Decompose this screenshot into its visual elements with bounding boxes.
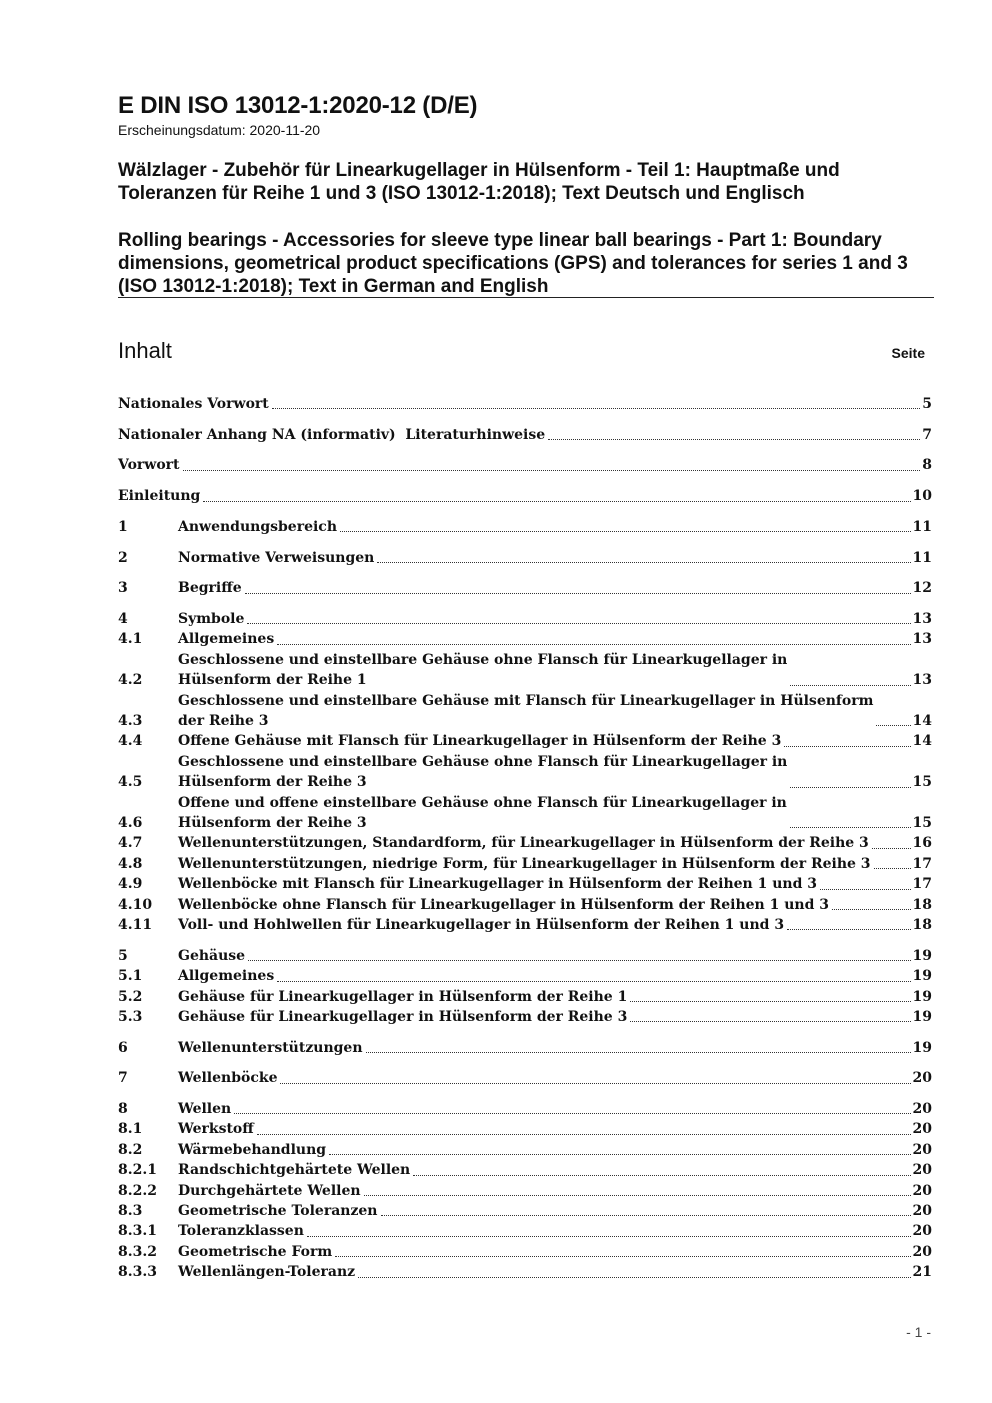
toc-dot-leader xyxy=(203,501,910,502)
toc-entry-title: Gehäuse xyxy=(178,947,246,964)
toc-entry-page: 21 xyxy=(912,1264,932,1281)
toc-entry-number: 8.3 xyxy=(118,1203,143,1220)
toc-entry-number: 4.10 xyxy=(118,896,153,913)
toc-entry-page: 13 xyxy=(912,631,932,648)
toc-entry[interactable] xyxy=(118,517,932,537)
toc-entry-number: 8.2.1 xyxy=(118,1162,157,1179)
toc-entry-page: 10 xyxy=(912,488,932,505)
toc-entry-page: 13 xyxy=(912,672,932,689)
toc-entry-page: 19 xyxy=(912,1039,932,1056)
toc-entry-number: 8.3.3 xyxy=(118,1264,157,1281)
toc-entry-page: 11 xyxy=(912,518,932,535)
toc-dot-leader xyxy=(630,1021,910,1022)
toc-entry-page: 18 xyxy=(912,896,932,913)
toc-entry-title: Geschlossene und einstellbare Gehäuse ohne Flansch für Linearkugellager in Hülsenform der Reihe 1 xyxy=(178,651,788,689)
toc-entry[interactable] xyxy=(118,455,932,475)
toc-heading: Inhalt xyxy=(118,338,172,363)
toc-entry[interactable] xyxy=(118,1099,932,1119)
toc-entry-page: 20 xyxy=(912,1203,932,1220)
toc-entry-number: 4.8 xyxy=(118,855,143,872)
toc-entry-title: Nationaler Anhang NA (informativ) Literaturhinweise xyxy=(118,426,546,443)
toc-dot-leader xyxy=(366,1052,911,1053)
toc-entry[interactable] xyxy=(118,895,932,915)
title-english: Rolling bearings - Accessories for sleeve type linear ball bearings - Part 1: Boundary dimensions, geometrical product specifications (GPS) and tolerances for series 1 and 3 (ISO 13012-1:2018); Text in German and English xyxy=(118,230,908,297)
toc-entry[interactable] xyxy=(118,691,932,732)
toc-entry[interactable] xyxy=(118,548,932,568)
toc-entry[interactable] xyxy=(118,425,932,445)
toc-entry[interactable] xyxy=(118,650,932,691)
toc-dot-leader xyxy=(790,827,911,828)
toc-entry-title: Wärmebehandlung xyxy=(178,1141,327,1158)
toc-entry-title: Geschlossene und einstellbare Gehäuse mit Flansch für Linearkugellager in Hülsenform der Reihe 3 xyxy=(178,692,874,729)
toc-entry[interactable] xyxy=(118,1242,932,1262)
toc-entry[interactable] xyxy=(118,874,932,894)
toc-entry-number: 8.3.1 xyxy=(118,1223,157,1240)
toc-entry-number: 6 xyxy=(118,1039,128,1056)
toc-dot-leader xyxy=(787,929,910,930)
toc-entry-title: Einleitung xyxy=(118,488,201,505)
toc-entry-title: Geometrische Form xyxy=(178,1243,333,1260)
toc-dot-leader xyxy=(377,562,910,563)
toc-dot-leader xyxy=(790,787,910,788)
toc-entry[interactable] xyxy=(118,966,932,986)
toc-entry-number: 7 xyxy=(118,1070,128,1087)
toc-dot-leader xyxy=(277,644,910,645)
toc-entry-title: Allgemeines xyxy=(178,631,275,648)
toc-entry-title: Offene und offene einstellbare Gehäuse ohne Flansch für Linearkugellager in Hülsenform der Reihe 3 xyxy=(178,794,787,831)
toc-entry-title: Allgemeines xyxy=(178,968,275,985)
toc-entry-page: 14 xyxy=(912,712,932,729)
toc-entry[interactable] xyxy=(118,731,932,751)
toc-entry-title: Geschlossene und einstellbare Gehäuse ohne Flansch für Linearkugellager in Hülsenform der Reihe 3 xyxy=(178,753,788,791)
toc-entry-page: 19 xyxy=(912,988,932,1005)
toc-entry[interactable] xyxy=(118,394,932,414)
toc-entry-page: 14 xyxy=(912,733,932,750)
toc-entry-page: 20 xyxy=(912,1141,932,1158)
title-german: Wälzlager - Zubehör für Linearkugellager in Hülsenform - Teil 1: Hauptmaße und Toleranzen für Reihe 1 und 3 (ISO 13012-1:2018); Text Deutsch und Englisch xyxy=(118,160,840,204)
toc-entry-title: Wellenlängen-Toleranz xyxy=(178,1264,356,1281)
toc-dot-leader xyxy=(257,1134,911,1135)
toc-entry-page: 20 xyxy=(912,1223,932,1240)
toc-entry-page: 17 xyxy=(912,876,932,893)
toc-entry[interactable] xyxy=(118,1140,932,1160)
toc-entry[interactable] xyxy=(118,1160,932,1180)
toc-entry[interactable] xyxy=(118,793,932,834)
toc-entry-title: Wellenunterstützungen xyxy=(178,1039,363,1056)
toc-entry[interactable] xyxy=(118,629,932,649)
toc-entry-page: 12 xyxy=(912,580,932,597)
title-divider xyxy=(118,297,934,298)
toc-entry-page: 5 xyxy=(922,396,932,412)
toc-entry[interactable] xyxy=(118,1119,932,1139)
toc-entry-title: Wellen xyxy=(178,1101,232,1118)
toc-dot-leader xyxy=(364,1195,911,1196)
toc-entry-number: 4.6 xyxy=(118,814,143,831)
toc-entry-title: Wellenböcke xyxy=(178,1070,278,1087)
toc-dot-leader xyxy=(790,685,910,686)
toc-entry-title: Symbole xyxy=(178,610,245,627)
toc-entry-title: Wellenunterstützungen, niedrige Form, für Linearkugellager in Hülsenform der Reihe 3 xyxy=(178,855,871,872)
toc-dot-leader xyxy=(381,1215,911,1216)
toc-entry[interactable] xyxy=(118,1007,932,1027)
toc-entry-number: 4.9 xyxy=(118,876,143,893)
toc-entry-title: Gehäuse für Linearkugellager in Hülsenform der Reihe 3 xyxy=(178,1008,628,1025)
toc-entry-page: 7 xyxy=(922,426,932,443)
toc-dot-leader xyxy=(548,439,920,440)
toc-entry-number: 4.4 xyxy=(118,733,143,750)
toc-entry-title: Vorwort xyxy=(118,457,180,474)
toc-entry[interactable] xyxy=(118,578,932,598)
toc-entry-number: 5.2 xyxy=(118,988,143,1005)
toc-entry-number: 4 xyxy=(118,610,128,627)
toc-entry-title: Randschichtgehärtete Wellen xyxy=(178,1162,411,1179)
toc-dot-leader xyxy=(234,1113,910,1114)
toc-dot-leader xyxy=(358,1277,910,1278)
toc-entry-number: 5.1 xyxy=(118,968,143,985)
toc-entry-title: Offene Gehäuse mit Flansch für Linearkugellager in Hülsenform der Reihe 3 xyxy=(178,733,782,750)
table-of-contents xyxy=(118,394,932,1283)
toc-entry-number: 5 xyxy=(118,947,128,964)
toc-entry-page: 19 xyxy=(912,947,932,964)
toc-entry[interactable] xyxy=(118,987,932,1007)
toc-entry-title: Wellenböcke mit Flansch für Linearkugellager in Hülsenform der Reihen 1 und 3 xyxy=(178,876,817,893)
toc-dot-leader xyxy=(630,1001,910,1002)
toc-dot-leader xyxy=(784,746,910,747)
toc-entry-number: 1 xyxy=(118,518,128,535)
toc-dot-leader xyxy=(245,593,911,594)
toc-entry[interactable] xyxy=(118,1262,932,1282)
toc-entry-title: Gehäuse für Linearkugellager in Hülsenform der Reihe 1 xyxy=(178,988,628,1005)
toc-entry[interactable] xyxy=(118,854,932,874)
toc-entry[interactable] xyxy=(118,1181,932,1201)
toc-entry[interactable] xyxy=(118,1221,932,1241)
toc-entry-title: Wellenunterstützungen, Standardform, für Linearkugellager in Hülsenform der Reihe 3 xyxy=(178,835,869,852)
toc-entry-number: 4.5 xyxy=(118,774,143,791)
toc-dot-leader xyxy=(247,623,910,624)
document-number: E DIN ISO 13012-1:2020-12 (D/E) xyxy=(118,92,478,119)
toc-entry-title: Durchgehärtete Wellen xyxy=(178,1182,361,1199)
toc-entry-page: 19 xyxy=(912,1008,932,1025)
toc-entry-page: 18 xyxy=(912,917,932,934)
toc-entry-page: 20 xyxy=(912,1182,932,1199)
toc-entry-title: Geometrische Toleranzen xyxy=(178,1203,378,1220)
toc-entry-title: Nationales Vorwort xyxy=(118,396,269,412)
toc-entry-number: 4.11 xyxy=(118,917,153,934)
toc-dot-leader xyxy=(872,848,911,849)
release-date: Erscheinungsdatum: 2020-11-20 xyxy=(118,122,321,138)
toc-entry-page: 20 xyxy=(912,1070,932,1087)
toc-entry-page: 20 xyxy=(912,1121,932,1138)
toc-dot-leader xyxy=(307,1236,911,1237)
toc-entry-title: Wellenböcke ohne Flansch für Linearkugellager in Hülsenform der Reihen 1 und 3 xyxy=(178,896,829,913)
toc-dot-leader xyxy=(874,868,911,869)
toc-dot-leader xyxy=(277,981,910,982)
toc-entry-page: 17 xyxy=(912,855,932,872)
toc-entry-number: 8 xyxy=(118,1101,128,1118)
toc-dot-leader xyxy=(335,1256,910,1257)
toc-dot-leader xyxy=(820,889,911,890)
toc-entry-title: Normative Verweisungen xyxy=(178,549,375,566)
toc-entry-page: 15 xyxy=(912,814,932,831)
toc-entry[interactable] xyxy=(118,1038,932,1058)
toc-entry-number: 4.3 xyxy=(118,712,143,729)
toc-entry[interactable] xyxy=(118,752,932,793)
toc-entry[interactable] xyxy=(118,486,932,506)
toc-dot-leader xyxy=(876,725,910,726)
toc-entry-number: 4.7 xyxy=(118,835,143,852)
toc-entry[interactable] xyxy=(118,915,932,935)
toc-entry-page: 16 xyxy=(912,835,932,852)
toc-entry[interactable] xyxy=(118,946,932,966)
toc-dot-leader xyxy=(248,960,910,961)
toc-entry-number: 8.2 xyxy=(118,1141,143,1158)
toc-dot-leader xyxy=(280,1083,910,1084)
toc-entry-page: 13 xyxy=(912,610,932,627)
toc-entry[interactable] xyxy=(118,1068,932,1088)
toc-entry-page: 8 xyxy=(922,457,932,474)
toc-dot-leader xyxy=(413,1175,910,1176)
page-column-label: Seite xyxy=(891,345,925,361)
toc-entry-page: 19 xyxy=(912,968,932,985)
toc-entry-number: 8.2.2 xyxy=(118,1182,157,1199)
toc-entry-page: 15 xyxy=(912,774,932,791)
toc-entry-number: 8.3.2 xyxy=(118,1243,157,1260)
toc-dot-leader xyxy=(340,531,911,532)
toc-entry-page: 11 xyxy=(912,549,932,566)
toc-entry-title: Toleranzklassen xyxy=(178,1223,304,1240)
toc-dot-leader xyxy=(329,1154,910,1155)
toc-entry-title: Voll- und Hohlwellen für Linearkugellager in Hülsenform der Reihen 1 und 3 xyxy=(178,917,785,934)
toc-entry-number: 8.1 xyxy=(118,1121,143,1138)
toc-dot-leader xyxy=(272,408,921,409)
toc-entry-title: Begriffe xyxy=(178,580,242,597)
toc-dot-leader xyxy=(183,470,921,471)
toc-entry-number: 4.1 xyxy=(118,631,143,648)
toc-dot-leader xyxy=(832,909,911,910)
toc-entry[interactable] xyxy=(118,1201,932,1221)
toc-entry[interactable] xyxy=(118,609,932,629)
toc-entry-number: 3 xyxy=(118,580,128,597)
toc-entry-page: 20 xyxy=(912,1162,932,1179)
toc-entry-page: 20 xyxy=(912,1243,932,1260)
toc-entry-number: 4.2 xyxy=(118,672,143,689)
toc-entry[interactable] xyxy=(118,833,932,853)
toc-entry-title: Anwendungsbereich xyxy=(178,518,337,535)
page-number: - 1 - xyxy=(906,1324,931,1340)
toc-entry-number: 2 xyxy=(118,549,128,566)
toc-entry-page: 20 xyxy=(912,1101,932,1118)
toc-entry-title: Werkstoff xyxy=(178,1121,254,1138)
toc-entry-number: 5.3 xyxy=(118,1008,143,1025)
